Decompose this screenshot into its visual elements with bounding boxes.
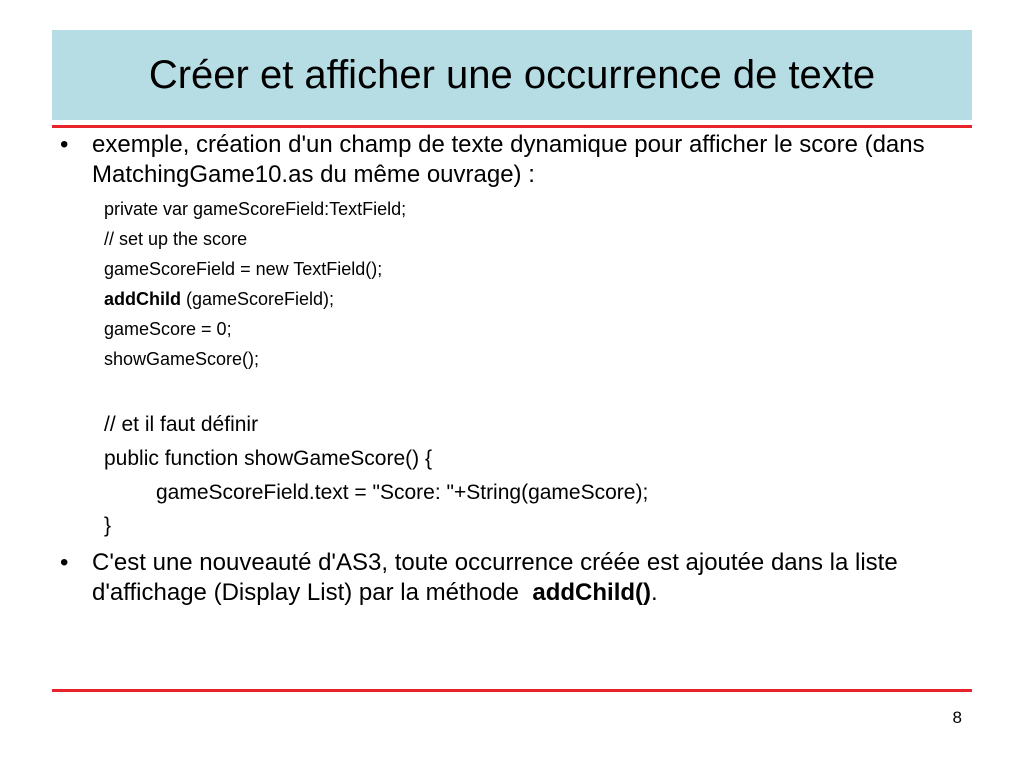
page-number: 8 (952, 708, 962, 727)
code-line: private var gameScoreField:TextField; (104, 199, 407, 219)
top-divider (52, 125, 972, 128)
bullet-bold-text: addChild() (532, 579, 652, 606)
code-keyword: addChild (104, 289, 181, 309)
code-line: gameScoreField = new TextField(); (104, 259, 383, 279)
code-line: showGameScore(); (104, 349, 260, 369)
bullet-text-part: C'est une nouveauté d'AS3, toute occurrence créée est ajoutée dans la liste d'affichage (Display List) par la méthode (92, 549, 905, 606)
bullet-text (92, 548, 940, 608)
bottom-divider (52, 689, 972, 692)
code-line: // set up the score (104, 229, 248, 249)
bullet-icon: • (60, 131, 69, 158)
bullet-item (60, 548, 940, 608)
bullet-icon: • (60, 549, 69, 576)
slide-title: Créer et afficher une occurrence de texte (148, 53, 876, 97)
code-line: // et il faut définir (104, 413, 259, 436)
code-line (104, 288, 334, 310)
code-text: (gameScoreField); (181, 289, 335, 309)
code-line: } (104, 514, 112, 537)
code-line: public function showGameScore() { (104, 447, 432, 470)
code-line: gameScoreField.text = "Score: "+String(gameScore); (156, 481, 649, 504)
title-bar (52, 30, 972, 120)
bullet-text: exemple, création d'un champ de texte dynamique pour afficher le score (dans MatchingGame10.as du même ouvrage) : (92, 131, 925, 188)
bullet-item (60, 130, 940, 190)
bullet-text-end: . (651, 579, 658, 606)
code-line: gameScore = 0; (104, 319, 232, 339)
